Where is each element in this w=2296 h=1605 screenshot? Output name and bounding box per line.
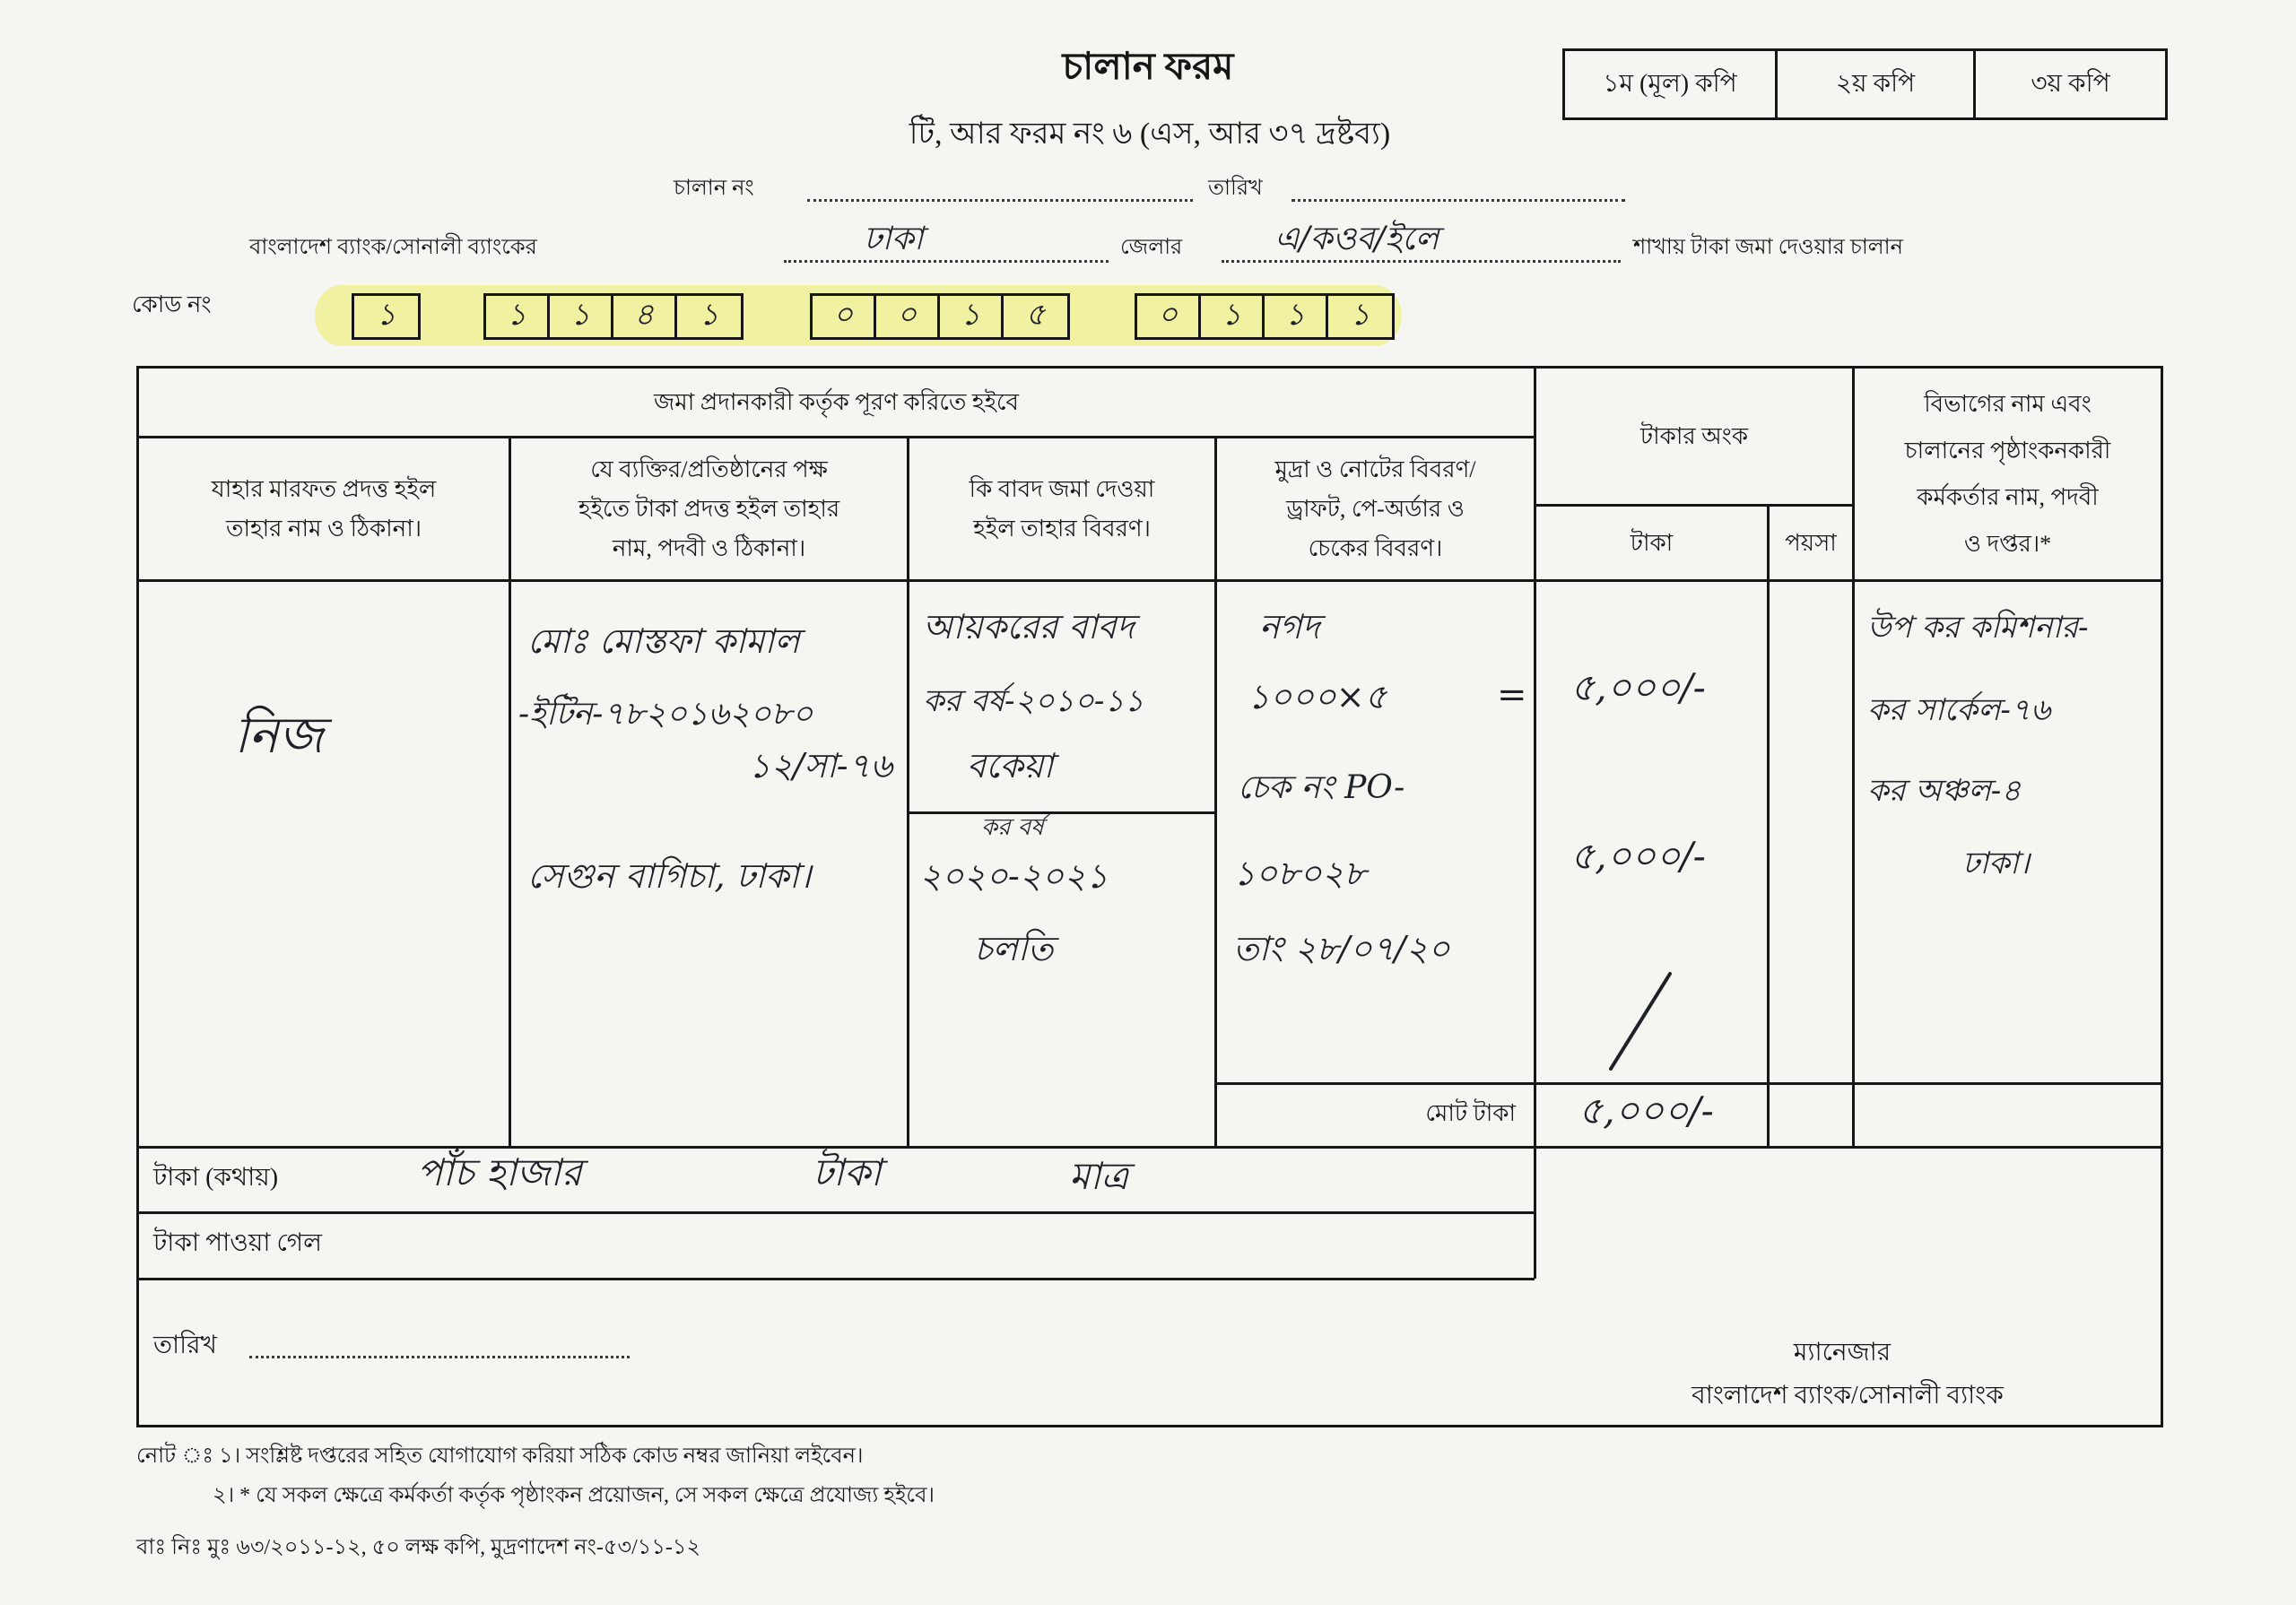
received-label: টাকা পাওয়া গেল xyxy=(153,1229,323,1257)
header-department-line: ও দপ্তর।* xyxy=(1963,530,2052,557)
depositor-header-text: জমা প্রদানকারী কর্তৃক পূরণ করিতে হইবে xyxy=(654,388,1019,415)
header-on-behalf-line: হইতে টাকা প্রদত্ত হইল তাহার xyxy=(578,495,840,522)
amount-line: ৫,০০০/- xyxy=(1570,665,1706,709)
instrument-equals: = xyxy=(1497,674,1527,716)
total-label: মোট টাকা xyxy=(1425,1100,1516,1126)
payer-name: মোঃ মোস্তফা কামাল xyxy=(527,621,800,661)
header-taka xyxy=(1536,507,1767,579)
payer-etin: -ইটিন-৭৮২০১৬২০৮০ xyxy=(518,696,813,733)
receipt-date-label: তারিখ xyxy=(153,1332,217,1359)
header-purpose-line: হইল তাহার বিবরণ। xyxy=(973,515,1151,542)
amount-line: ৫,০০০/- xyxy=(1570,834,1706,878)
rule-words-bottom xyxy=(136,1278,1535,1280)
code-digit: ০ xyxy=(813,296,876,337)
manager-title: ম্যানেজার xyxy=(1793,1339,1892,1366)
header-instrument-line: ড্রাফট, পে-অর্ডার ও xyxy=(1286,495,1465,522)
depositor-header xyxy=(139,369,1534,436)
challan-date-leader xyxy=(1292,199,1625,202)
header-via-line: তাহার নাম ও ঠিকানা। xyxy=(225,515,422,542)
header-instrument-line: মুদ্রা ও নোটের বিবরণ/ xyxy=(1274,455,1476,482)
header-paisa-text: পয়সা xyxy=(1785,529,1837,556)
bank-label: বাংলাদেশ ব্যাংক/সোনালী ব্যাংকের xyxy=(249,236,537,259)
header-via xyxy=(139,438,509,579)
challan-no-label: চালান নং xyxy=(674,177,754,200)
receipt-date-leader xyxy=(249,1356,630,1358)
instrument-notes: ১০০০×৫ xyxy=(1248,677,1387,716)
in-words-part: টাকা xyxy=(813,1150,882,1194)
header-department-line: কর্মকর্তার নাম, পদবী xyxy=(1917,483,2099,510)
copy-third-cell: ৩য় কপি xyxy=(2031,69,2110,98)
copy-original-cell: ১ম (মূল) কপি xyxy=(1565,51,1778,117)
code-digit: ১ xyxy=(699,296,719,333)
body-payer xyxy=(511,582,907,1081)
header-department xyxy=(1855,369,2161,579)
cancel-stroke xyxy=(1536,582,1767,1081)
header-on-behalf-line: যে ব্যক্তির/প্রতিষ্ঠানের পক্ষ xyxy=(590,455,828,482)
body-department xyxy=(1855,582,2161,1081)
in-words-part: মাত্র xyxy=(1069,1154,1129,1198)
note-2: ২। * যে সকল ক্ষেত্রে কর্মকর্তা কর্তৃক পৃষ্ঠাংকন প্রয়োজন, সে সকল ক্ষেত্রে প্রযোজ্য হইবে। xyxy=(213,1484,935,1507)
body-amount-taka xyxy=(1536,582,1767,1081)
cancel-stroke-line xyxy=(1611,974,1670,1069)
payer-address: সেগুন বাগিচা, ঢাকা। xyxy=(527,856,812,896)
rule-total-top xyxy=(1215,1082,2163,1085)
department-line: কর অঞ্চল-৪ xyxy=(1867,773,2022,809)
via-value: নিজ xyxy=(234,707,324,765)
header-via-line: যাহার মারফত প্রদত্ত হইল xyxy=(211,475,437,502)
copy-second-cell: ২য় কপি xyxy=(1778,51,1976,117)
rule-words-top xyxy=(136,1146,2163,1149)
note-1: নোট ঃ ১। সংশ্লিষ্ট দপ্তরের সহিত যোগাযোগ করিয়া সঠিক কোড নম্বর জানিয়া লইবেন। xyxy=(136,1444,864,1468)
print-info: বাঃ নিঃ মুঃ ৬৩/২০১১-১২, ৫০ লক্ষ কপি, মুদ্রণাদেশ নং-৫৩/১১-১২ xyxy=(136,1536,701,1559)
purpose-tax-year-current: ২০২০-২০২১ xyxy=(919,856,1109,896)
form-title: চালান ফরম xyxy=(1062,47,1234,88)
code-digit: ০ xyxy=(1137,296,1201,337)
challan-no-leader xyxy=(807,199,1193,202)
header-department-line: বিভাগের নাম এবং xyxy=(1924,390,2092,417)
code-digit: ০ xyxy=(876,296,940,337)
purpose-tax-year-arrear: কর বর্ষ-২০১০-১১ xyxy=(923,683,1144,719)
department-line: উপ কর কমিশনার- xyxy=(1867,610,2089,646)
code-group-3 xyxy=(810,293,1070,340)
code-digit: ১ xyxy=(1201,296,1265,337)
instrument-cheque-date: তাং ২৮/০৭/২০ xyxy=(1233,929,1450,968)
header-department-line: চালানের পৃষ্ঠাংকনকারী xyxy=(1904,437,2111,464)
branch-value: এ/কওব/ইলে xyxy=(1274,221,1439,257)
rule-paisa xyxy=(1767,504,1770,1147)
branch-leader xyxy=(1222,260,1621,263)
code-digit: ১ xyxy=(1265,296,1328,337)
header-instrument xyxy=(1217,438,1534,579)
code-digit: ১ xyxy=(376,296,396,333)
header-instrument-line: চেকের বিবরণ। xyxy=(1308,534,1443,561)
body-instrument xyxy=(1217,582,1534,1081)
purpose-tax-year-label: কর বর্ষ xyxy=(981,814,1044,841)
code-group-2 xyxy=(483,293,744,340)
purpose-line: আয়করের বাবদ xyxy=(923,607,1135,646)
purpose-current-label: চলতি xyxy=(974,929,1054,968)
instrument-cheque-label: চেক নং PO- xyxy=(1238,769,1405,806)
manager-bank: বাংলাদেশ ব্যাংক/সোনালী ব্যাংক xyxy=(1692,1382,2004,1410)
body-via xyxy=(139,582,509,1081)
header-on-behalf-line: নাম, পদবী ও ঠিকানা। xyxy=(612,534,806,561)
department-line: কর সার্কেল-৭৬ xyxy=(1867,692,2051,728)
form-subtitle: টি, আর ফরম নং ৬ (এস, আর ৩৭ দ্রষ্টব্য) xyxy=(909,117,1391,151)
branch-suffix: শাখায় টাকা জমা দেওয়ার চালান xyxy=(1633,236,1903,259)
challan-date-label: তারিখ xyxy=(1208,177,1263,200)
code-digit: ১ xyxy=(1350,296,1370,333)
code-digit: ১ xyxy=(550,296,613,337)
header-paisa xyxy=(1770,507,1852,579)
payer-circle: ১২/সা-৭৬ xyxy=(748,746,892,785)
header-on-behalf xyxy=(511,438,907,579)
district-value: ঢাকা xyxy=(864,221,924,257)
district-leader xyxy=(784,260,1109,263)
header-purpose xyxy=(909,438,1214,579)
code-group-1 xyxy=(352,293,421,340)
header-purpose-line: কি বাবদ জমা দেওয়া xyxy=(969,475,1155,502)
code-digit: ১ xyxy=(486,296,550,337)
district-label: জেলার xyxy=(1120,236,1183,259)
department-line: ঢাকা। xyxy=(1962,846,2030,881)
rule-words-middle xyxy=(136,1211,1535,1214)
body-purpose xyxy=(909,582,1214,1081)
instrument-cheque-no: ১০৮০২৮ xyxy=(1233,854,1367,893)
code-digit: ৪ xyxy=(613,296,677,337)
total-amount: ৫,০০০/- xyxy=(1578,1089,1714,1132)
header-taka-text: টাকা xyxy=(1630,529,1674,556)
copy-type-box xyxy=(1562,48,2168,120)
code-label: কোড নং xyxy=(132,291,212,317)
in-words-label: টাকা (কথায়) xyxy=(153,1164,279,1192)
purpose-arrear-label: বকেয়া xyxy=(967,746,1054,785)
in-words-part: পাঁচ হাজার xyxy=(417,1150,582,1194)
code-digit: ১ xyxy=(940,296,1004,337)
header-amount xyxy=(1536,369,1852,504)
header-amount-text: টাকার অংক xyxy=(1639,422,1749,449)
code-group-4 xyxy=(1135,293,1395,340)
instrument-cash: নগদ xyxy=(1259,607,1320,646)
code-digit: ৫ xyxy=(1025,296,1046,333)
